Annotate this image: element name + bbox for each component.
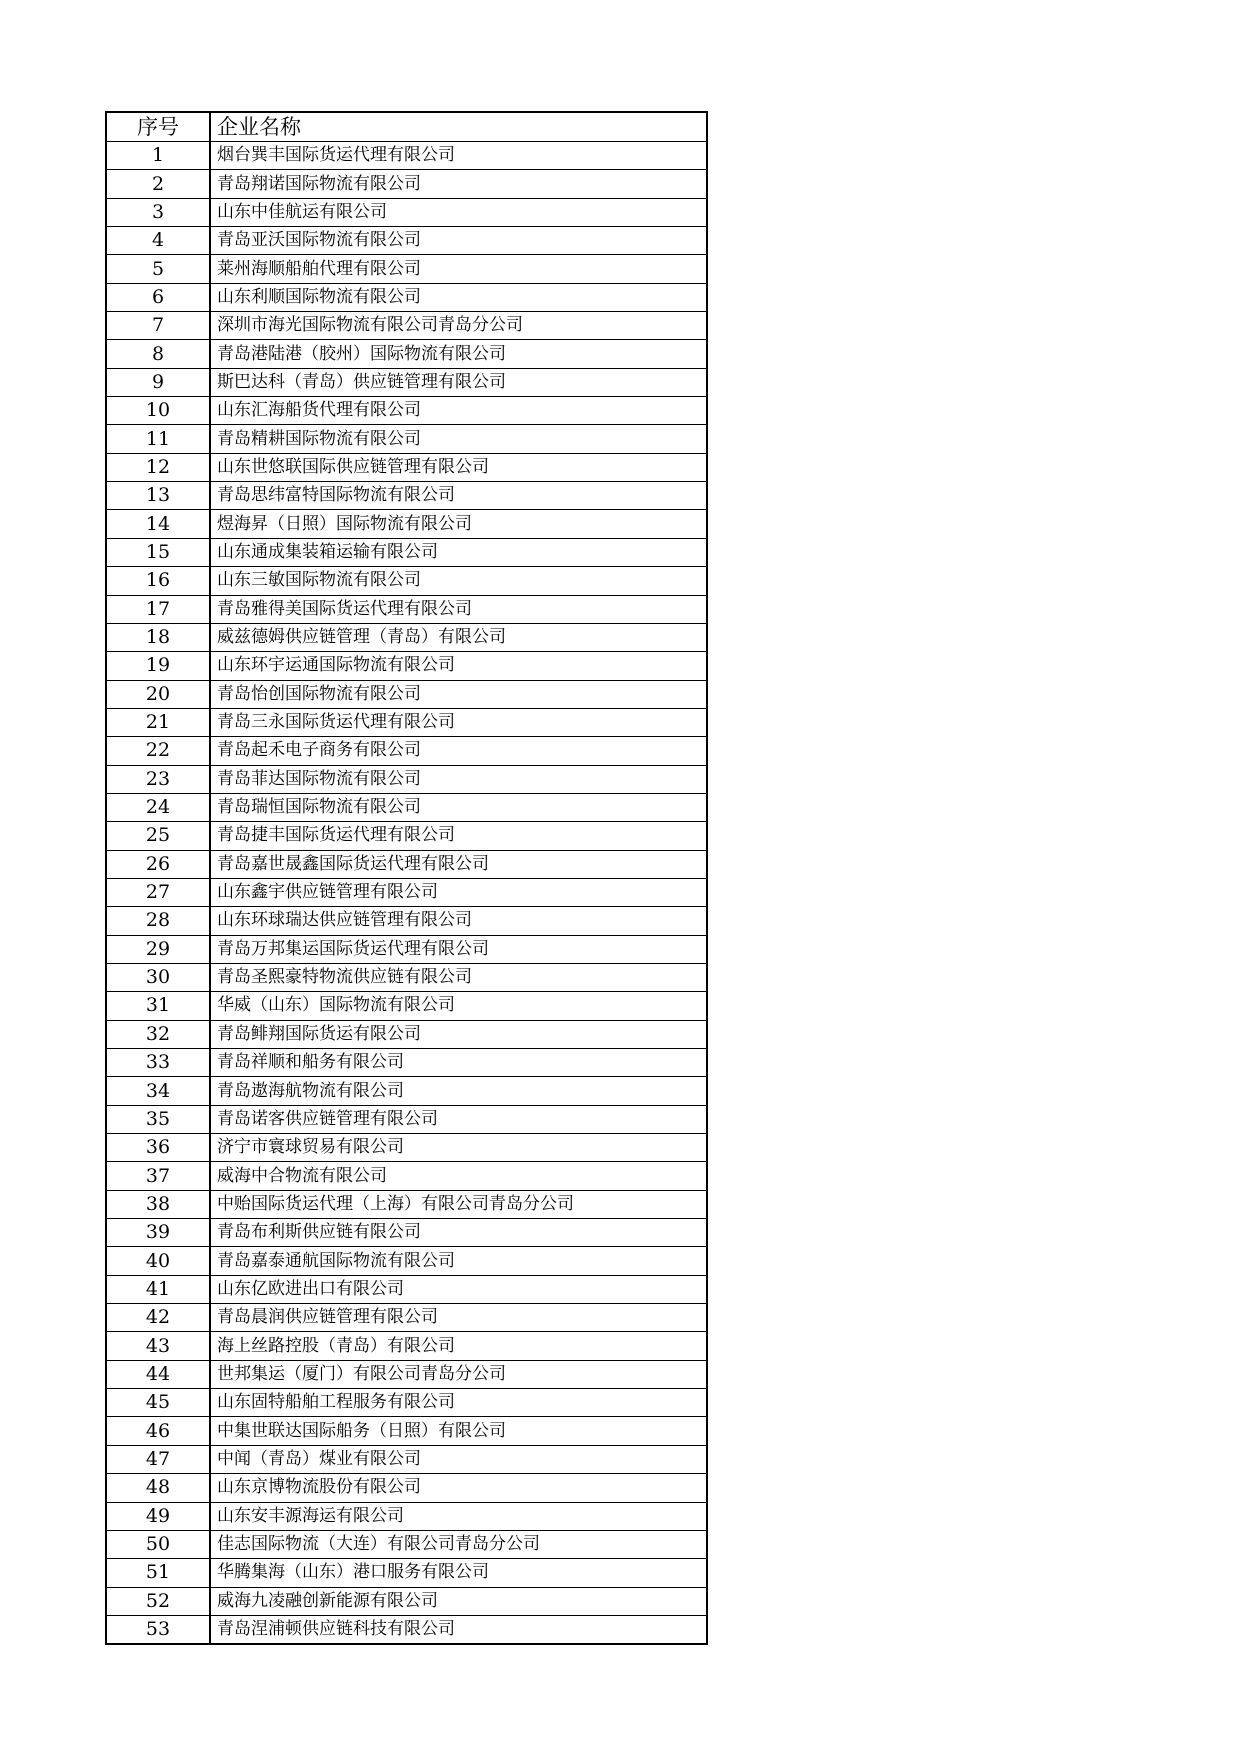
table-row [106, 1615, 707, 1644]
serial-number-cell: 32 [106, 1020, 210, 1048]
serial-number-cell: 52 [106, 1587, 210, 1615]
table-row [106, 198, 707, 226]
company-name-cell: 海上丝路控股（青岛）有限公司 [210, 1332, 707, 1360]
header-serial-number: 序号 [106, 112, 210, 142]
serial-number-cell: 11 [106, 425, 210, 453]
serial-number-cell: 12 [106, 453, 210, 481]
table-row [106, 1559, 707, 1587]
table-row [106, 1247, 707, 1275]
serial-number-cell: 38 [106, 1190, 210, 1218]
company-rows [106, 142, 707, 1645]
table-row [106, 793, 707, 821]
serial-number-cell: 4 [106, 227, 210, 255]
table-row [106, 170, 707, 198]
table-row [106, 1275, 707, 1303]
company-name-cell: 青岛鲱翔国际货运有限公司 [210, 1020, 707, 1048]
serial-number-cell: 31 [106, 992, 210, 1020]
table-row [106, 425, 707, 453]
company-name-cell: 青岛嘉泰通航国际物流有限公司 [210, 1247, 707, 1275]
company-list-sheet [105, 111, 706, 1645]
table-row [106, 1502, 707, 1530]
table-row [106, 652, 707, 680]
company-table [105, 111, 708, 1645]
header-row [106, 112, 707, 142]
company-name-cell: 烟台巽丰国际货运代理有限公司 [210, 142, 707, 170]
serial-number-cell: 41 [106, 1275, 210, 1303]
company-name-cell: 青岛怡创国际物流有限公司 [210, 680, 707, 708]
table-row [106, 907, 707, 935]
serial-number-cell: 22 [106, 737, 210, 765]
table-row [106, 737, 707, 765]
table-row [106, 878, 707, 906]
company-name-cell: 威兹德姆供应链管理（青岛）有限公司 [210, 623, 707, 651]
serial-number-cell: 7 [106, 312, 210, 340]
serial-number-cell: 20 [106, 680, 210, 708]
serial-number-cell: 44 [106, 1360, 210, 1388]
company-name-cell: 青岛遨海航物流有限公司 [210, 1077, 707, 1105]
table-row [106, 850, 707, 878]
company-name-cell: 山东通成集装箱运输有限公司 [210, 538, 707, 566]
table-row [106, 680, 707, 708]
table-row [106, 1445, 707, 1473]
table-row [106, 1020, 707, 1048]
table-row [106, 1162, 707, 1190]
company-name-cell: 青岛诺客供应链管理有限公司 [210, 1105, 707, 1133]
company-name-cell: 山东固特船舶工程服务有限公司 [210, 1389, 707, 1417]
company-name-cell: 青岛万邦集运国际货运代理有限公司 [210, 935, 707, 963]
serial-number-cell: 40 [106, 1247, 210, 1275]
company-name-cell: 青岛菲达国际物流有限公司 [210, 765, 707, 793]
serial-number-cell: 45 [106, 1389, 210, 1417]
company-name-cell: 青岛祥顺和船务有限公司 [210, 1049, 707, 1077]
company-name-cell: 青岛港陆港（胶州）国际物流有限公司 [210, 340, 707, 368]
company-name-cell: 中闻（青岛）煤业有限公司 [210, 1445, 707, 1473]
serial-number-cell: 34 [106, 1077, 210, 1105]
company-name-cell: 青岛精耕国际物流有限公司 [210, 425, 707, 453]
company-name-cell: 山东京博物流股份有限公司 [210, 1474, 707, 1502]
table-row [106, 482, 707, 510]
company-name-cell: 青岛起禾电子商务有限公司 [210, 737, 707, 765]
serial-number-cell: 21 [106, 708, 210, 736]
table-row [106, 1587, 707, 1615]
serial-number-cell: 42 [106, 1304, 210, 1332]
serial-number-cell: 29 [106, 935, 210, 963]
company-name-cell: 华威（山东）国际物流有限公司 [210, 992, 707, 1020]
serial-number-cell: 35 [106, 1105, 210, 1133]
table-row [106, 1389, 707, 1417]
serial-number-cell: 19 [106, 652, 210, 680]
company-name-cell: 济宁市寰球贸易有限公司 [210, 1134, 707, 1162]
company-name-cell: 青岛晨润供应链管理有限公司 [210, 1304, 707, 1332]
serial-number-cell: 1 [106, 142, 210, 170]
table-row [106, 935, 707, 963]
table-row [106, 1530, 707, 1558]
table-row [106, 1417, 707, 1445]
serial-number-cell: 24 [106, 793, 210, 821]
table-row [106, 142, 707, 170]
table-row [106, 765, 707, 793]
serial-number-cell: 28 [106, 907, 210, 935]
company-name-cell: 山东安丰源海运有限公司 [210, 1502, 707, 1530]
company-name-cell: 山东三敏国际物流有限公司 [210, 567, 707, 595]
serial-number-cell: 50 [106, 1530, 210, 1558]
company-name-cell: 煜海昇（日照）国际物流有限公司 [210, 510, 707, 538]
company-name-cell: 华腾集海（山东）港口服务有限公司 [210, 1559, 707, 1587]
serial-number-cell: 16 [106, 567, 210, 595]
table-row [106, 1332, 707, 1360]
serial-number-cell: 27 [106, 878, 210, 906]
serial-number-cell: 9 [106, 368, 210, 396]
table-row [106, 1304, 707, 1332]
company-name-cell: 山东亿欧进出口有限公司 [210, 1275, 707, 1303]
table-row [106, 283, 707, 311]
table-row [106, 1105, 707, 1133]
serial-number-cell: 8 [106, 340, 210, 368]
serial-number-cell: 43 [106, 1332, 210, 1360]
table-row [106, 340, 707, 368]
table-row [106, 227, 707, 255]
company-name-cell: 青岛思纬富特国际物流有限公司 [210, 482, 707, 510]
company-name-cell: 山东汇海船货代理有限公司 [210, 397, 707, 425]
company-name-cell: 深圳市海光国际物流有限公司青岛分公司 [210, 312, 707, 340]
serial-number-cell: 18 [106, 623, 210, 651]
table-row [106, 1134, 707, 1162]
company-name-cell: 青岛涅浦顿供应链科技有限公司 [210, 1615, 707, 1644]
company-name-cell: 山东环球瑞达供应链管理有限公司 [210, 907, 707, 935]
serial-number-cell: 15 [106, 538, 210, 566]
table-row [106, 1077, 707, 1105]
company-name-cell: 山东鑫宇供应链管理有限公司 [210, 878, 707, 906]
serial-number-cell: 3 [106, 198, 210, 226]
company-name-cell: 青岛三永国际货运代理有限公司 [210, 708, 707, 736]
company-name-cell: 世邦集运（厦门）有限公司青岛分公司 [210, 1360, 707, 1388]
serial-number-cell: 2 [106, 170, 210, 198]
table-row [106, 1219, 707, 1247]
company-name-cell: 佳志国际物流（大连）有限公司青岛分公司 [210, 1530, 707, 1558]
company-name-cell: 中集世联达国际船务（日照）有限公司 [210, 1417, 707, 1445]
company-name-cell: 莱州海顺船舶代理有限公司 [210, 255, 707, 283]
serial-number-cell: 39 [106, 1219, 210, 1247]
company-name-cell: 青岛嘉世晟鑫国际货运代理有限公司 [210, 850, 707, 878]
serial-number-cell: 14 [106, 510, 210, 538]
table-row [106, 510, 707, 538]
serial-number-cell: 23 [106, 765, 210, 793]
serial-number-cell: 10 [106, 397, 210, 425]
serial-number-cell: 13 [106, 482, 210, 510]
company-name-cell: 青岛翔诺国际物流有限公司 [210, 170, 707, 198]
serial-number-cell: 49 [106, 1502, 210, 1530]
company-name-cell: 青岛瑞恒国际物流有限公司 [210, 793, 707, 821]
company-name-cell: 山东中佳航运有限公司 [210, 198, 707, 226]
serial-number-cell: 17 [106, 595, 210, 623]
table-row [106, 992, 707, 1020]
serial-number-cell: 46 [106, 1417, 210, 1445]
table-row [106, 1474, 707, 1502]
table-row [106, 1360, 707, 1388]
table-row [106, 397, 707, 425]
table-row [106, 1049, 707, 1077]
table-row [106, 1190, 707, 1218]
table-row [106, 453, 707, 481]
table-row [106, 963, 707, 991]
table-row [106, 312, 707, 340]
serial-number-cell: 53 [106, 1615, 210, 1644]
table-row [106, 708, 707, 736]
serial-number-cell: 6 [106, 283, 210, 311]
table-row [106, 255, 707, 283]
company-name-cell: 山东环宇运通国际物流有限公司 [210, 652, 707, 680]
table-row [106, 538, 707, 566]
company-name-cell: 青岛布利斯供应链有限公司 [210, 1219, 707, 1247]
serial-number-cell: 26 [106, 850, 210, 878]
serial-number-cell: 51 [106, 1559, 210, 1587]
company-name-cell: 青岛雅得美国际货运代理有限公司 [210, 595, 707, 623]
serial-number-cell: 36 [106, 1134, 210, 1162]
company-name-cell: 青岛圣熙豪特物流供应链有限公司 [210, 963, 707, 991]
company-name-cell: 威海九凌融创新能源有限公司 [210, 1587, 707, 1615]
serial-number-cell: 5 [106, 255, 210, 283]
table-row [106, 595, 707, 623]
company-name-cell: 青岛捷丰国际货运代理有限公司 [210, 822, 707, 850]
company-name-cell: 斯巴达科（青岛）供应链管理有限公司 [210, 368, 707, 396]
table-row [106, 822, 707, 850]
serial-number-cell: 37 [106, 1162, 210, 1190]
serial-number-cell: 30 [106, 963, 210, 991]
table-row [106, 623, 707, 651]
serial-number-cell: 25 [106, 822, 210, 850]
company-name-cell: 山东世悠联国际供应链管理有限公司 [210, 453, 707, 481]
table-row [106, 368, 707, 396]
company-name-cell: 山东利顺国际物流有限公司 [210, 283, 707, 311]
table-row [106, 567, 707, 595]
serial-number-cell: 33 [106, 1049, 210, 1077]
company-name-cell: 威海中合物流有限公司 [210, 1162, 707, 1190]
serial-number-cell: 47 [106, 1445, 210, 1473]
company-name-cell: 青岛亚沃国际物流有限公司 [210, 227, 707, 255]
header-company-name: 企业名称 [210, 112, 707, 142]
serial-number-cell: 48 [106, 1474, 210, 1502]
company-name-cell: 中贻国际货运代理（上海）有限公司青岛分公司 [210, 1190, 707, 1218]
